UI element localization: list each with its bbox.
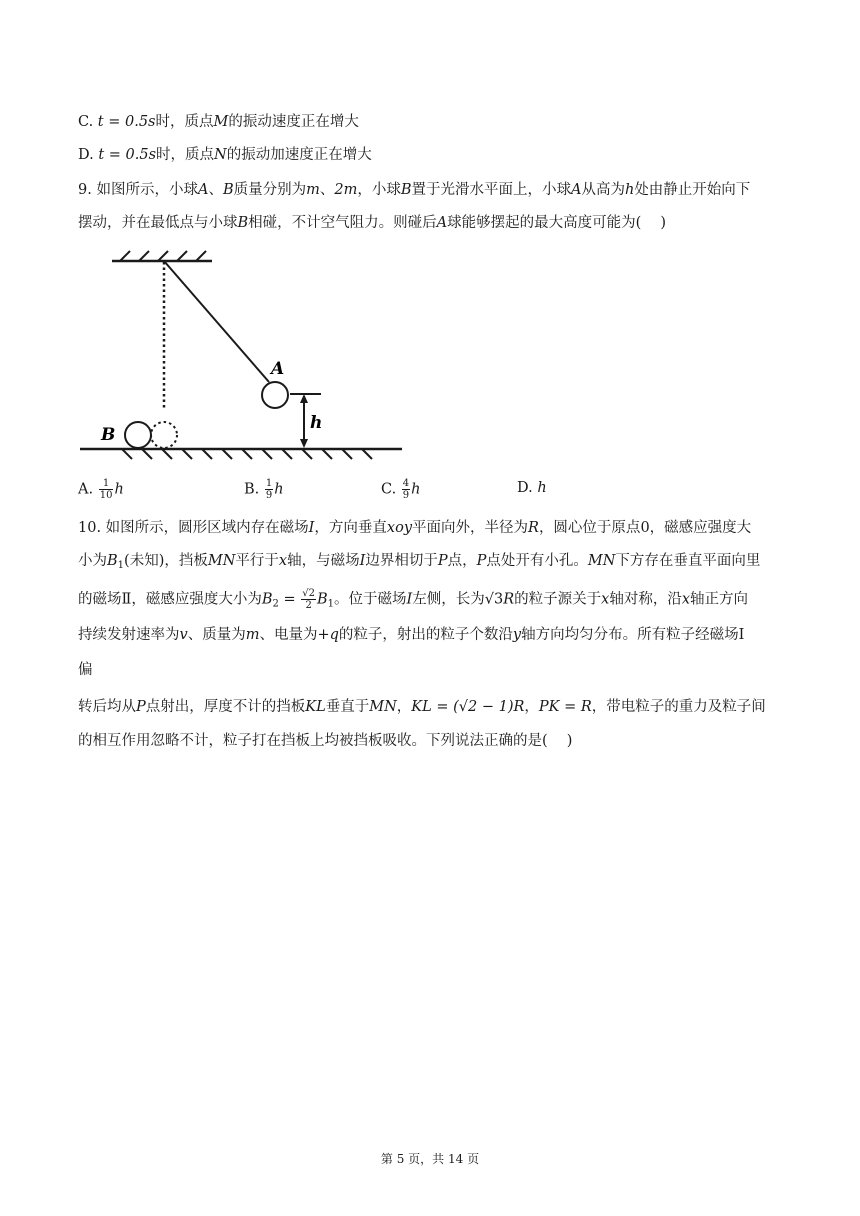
ball-a [262, 382, 288, 408]
floor-hatch [122, 449, 372, 459]
height-arrow-up [300, 394, 308, 403]
q9-text-line-1: 9. 如图所示，小球A、B质量分别为m、2m，小球B置于光滑水平面上，小球A从高为h处由静止开始向下 [78, 182, 751, 198]
q9-option-a: A. $\frac{1}{10}$ h [78, 478, 124, 501]
q10-text-line-1: 10. 如图所示，圆形区域内存在磁场I，方向垂直xoy平面向外，半径为R，圆心位于原点0，磁感应强度大 [78, 520, 752, 536]
pendulum-figure [78, 246, 408, 461]
q10-text-line-2: 小为$B_1$(未知)，挡板MN平行于x轴，与磁场I边界相切于P点，P点处开有小孔。MN下方存在垂直平面向里 [78, 553, 761, 571]
option-c-line: C. t = 0.5s时，质点M的振动速度正在增大 [78, 114, 359, 130]
q10-text-line-5: 偏 [78, 662, 93, 678]
height-arrow-down [300, 439, 308, 448]
q9-option-b: B. $\frac{1}{9}$ h [244, 478, 284, 501]
q9-text-line-2: 摆动，并在最低点与小球B相碰，不计空气阻力。则碰后A球能够摆起的最大高度可能为( ) [78, 215, 667, 231]
ceiling-hatch [120, 251, 206, 261]
option-d-line: D. t = 0.5s时，质点N的振动加速度正在增大 [78, 147, 372, 163]
ball-dotted-position [151, 422, 177, 448]
q9-option-d: D. h [517, 480, 547, 496]
label-h: h [310, 413, 323, 433]
q10-text-line-7: 的相互作用忽略不计，粒子打在挡板上均被挡板吸收。下列说法正确的是( ) [78, 733, 573, 749]
page-footer: 第 5 页，共 14 页 [380, 1152, 480, 1166]
q10-text-line-4: 持续发射速率为v、质量为m、电量为+q的粒子，射出的粒子个数沿y轴方向均匀分布。所有粒子经磁场Ⅰ [78, 627, 745, 643]
label-b: B [101, 425, 116, 445]
ball-b [125, 422, 151, 448]
q9-option-c: C. $\frac{4}{9}$ h [381, 478, 421, 501]
q10-text-line-3: 的磁场Ⅱ，磁感应强度大小为$B_2$ = $\frac{√2}{2}$ $B_1$。位于磁场I左侧，长为√3R的粒子源关于x轴对称，沿x轴正方向 [78, 588, 749, 611]
label-a: A [271, 359, 285, 379]
pendulum-string [164, 261, 269, 382]
q10-text-line-6: 转后均从P点射出，厚度不计的挡板KL垂直于MN，KL = (√2 − 1)R，PK = R，带电粒子的重力及粒子间 [78, 699, 766, 715]
